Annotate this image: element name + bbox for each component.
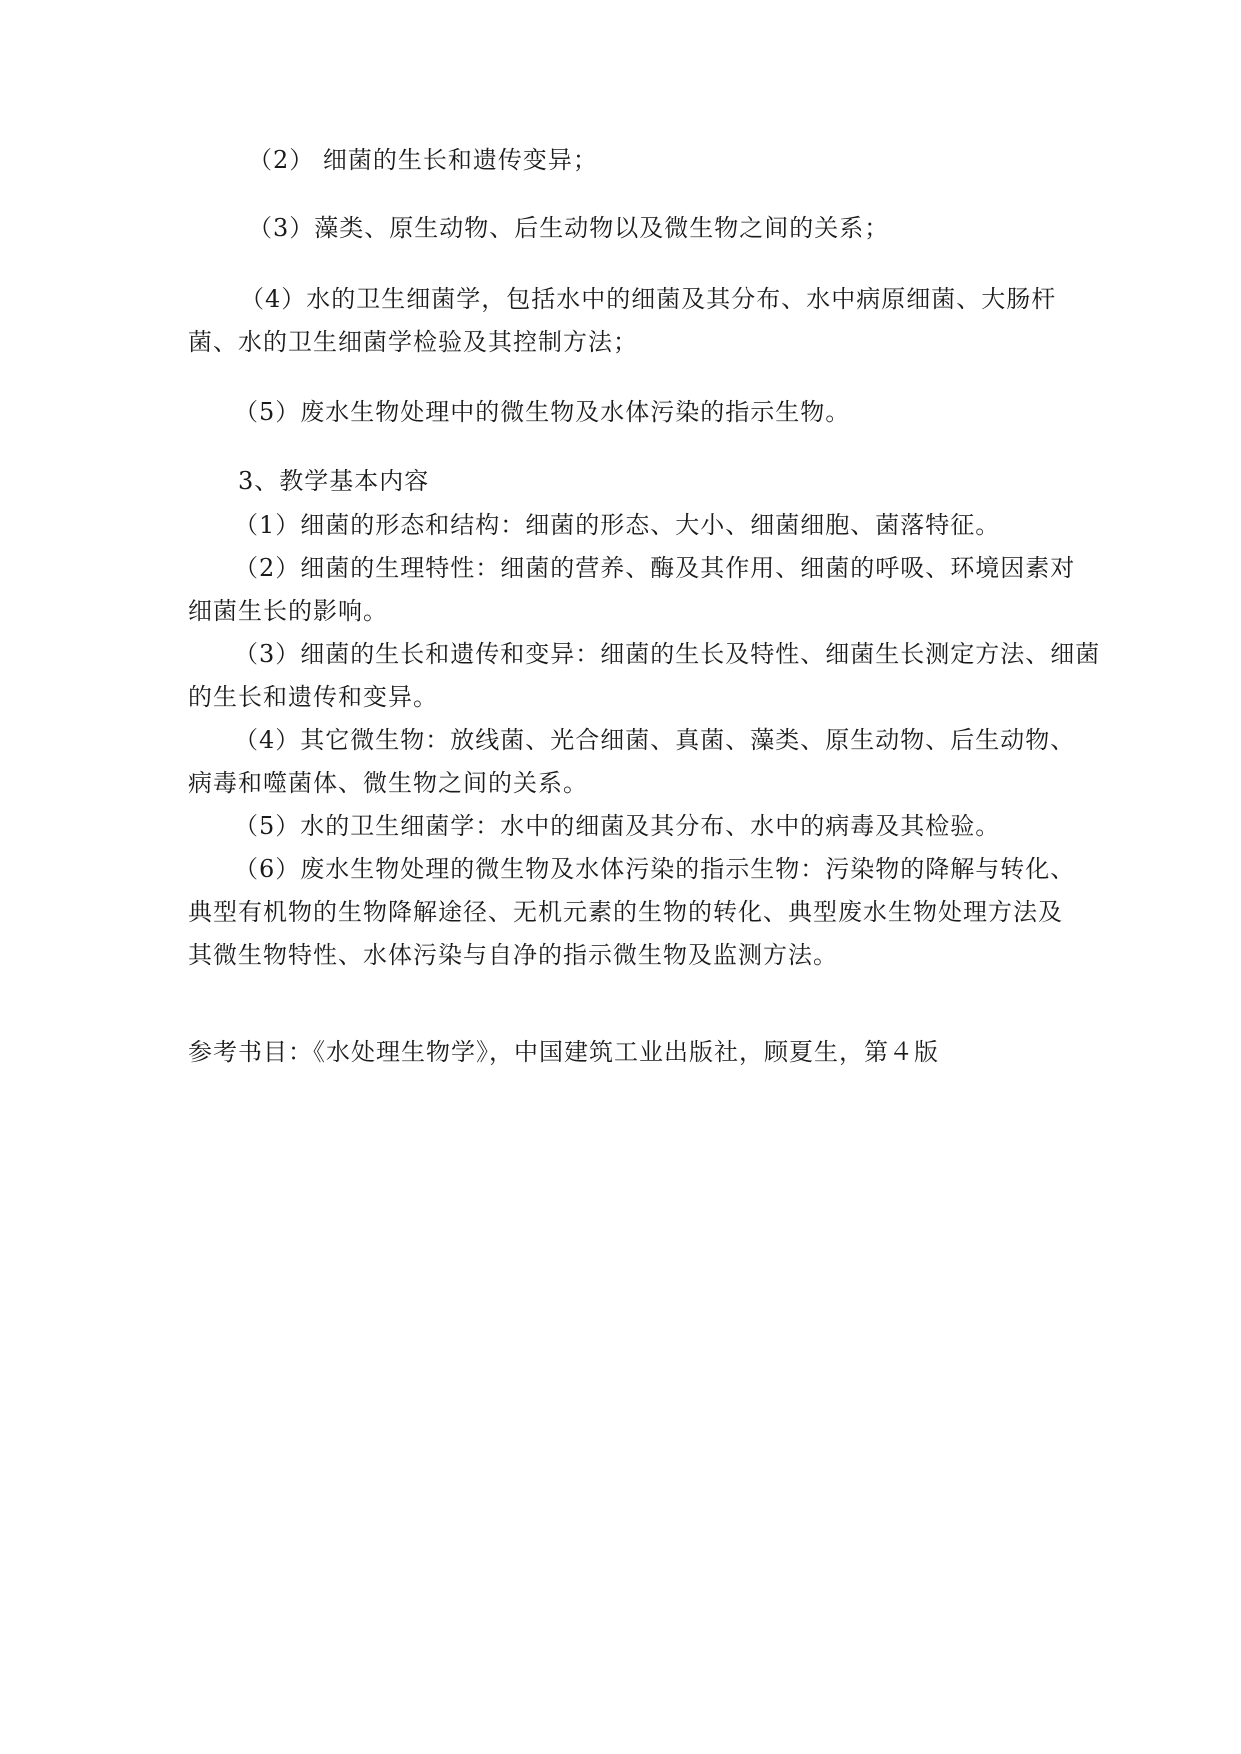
content-item-2-line-2: 细菌生长的影响。 xyxy=(188,597,388,625)
goal-item-3: （3）藻类、原生动物、后生动物以及微生物之间的关系； xyxy=(248,214,890,242)
section-heading: 3、教学基本内容 xyxy=(238,467,430,495)
goal-item-2: （2） 细菌的生长和遗传变异； xyxy=(248,146,598,174)
goal-item-5: （5）废水生物处理中的微生物及水体污染的指示生物。 xyxy=(234,398,851,426)
goal-item-4-line-2: 菌、水的卫生细菌学检验及其控制方法； xyxy=(188,328,638,356)
content-item-1: （1）细菌的形态和结构：细菌的形态、大小、细菌细胞、菌落特征。 xyxy=(234,511,1001,539)
content-item-6-line-1: （6）废水生物处理的微生物及水体污染的指示生物：污染物的降解与转化、 xyxy=(234,855,1076,883)
content-item-6-line-2: 典型有机物的生物降解途径、无机元素的生物的转化、典型废水生物处理方法及 xyxy=(188,898,1063,926)
content-item-6-line-3: 其微生物特性、水体污染与自净的指示微生物及监测方法。 xyxy=(188,941,838,969)
content-item-3-line-1: （3）细菌的生长和遗传和变异：细菌的生长及特性、细菌生长测定方法、细菌 xyxy=(234,640,1101,668)
reference-book: 参考书目：《水处理生物学》，中国建筑工业出版社，顾夏生，第４版 xyxy=(188,1038,939,1066)
content-item-5: （5）水的卫生细菌学：水中的细菌及其分布、水中的病毒及其检验。 xyxy=(234,812,1001,840)
content-item-4-line-2: 病毒和噬菌体、微生物之间的关系。 xyxy=(188,769,588,797)
content-item-4-line-1: （4）其它微生物：放线菌、光合细菌、真菌、藻类、原生动物、后生动物、 xyxy=(234,726,1076,754)
content-item-2-line-1: （2）细菌的生理特性：细菌的营养、酶及其作用、细菌的呼吸、环境因素对 xyxy=(234,554,1076,582)
content-item-3-line-2: 的生长和遗传和变异。 xyxy=(188,683,438,711)
goal-item-4-line-1: （4）水的卫生细菌学，包括水中的细菌及其分布、水中病原细菌、大肠杆 xyxy=(240,285,1057,313)
